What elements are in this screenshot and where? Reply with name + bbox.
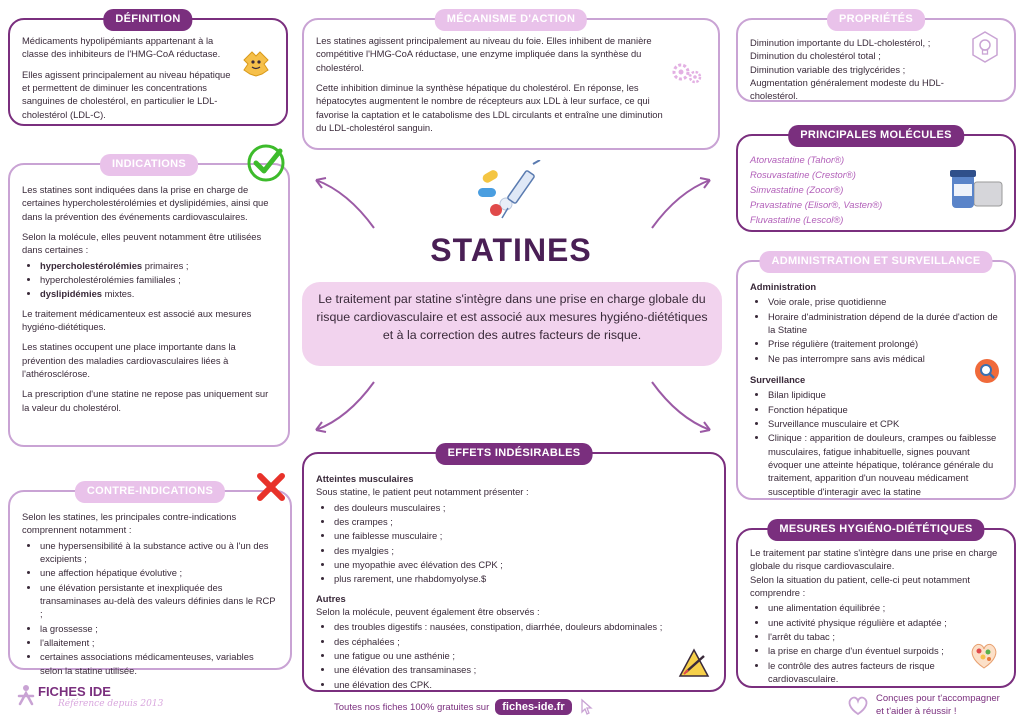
- heart-icon: [846, 694, 870, 716]
- cursor-icon: [578, 698, 596, 716]
- indications-text-5: La prescription d'une statine ne repose pas uniquement sur la valeur du cholestérol.: [22, 388, 269, 413]
- proprietes-item: Diminution du cholestérol total ;: [750, 50, 881, 62]
- proprietes-card: [736, 13, 1016, 102]
- surveillance-subtitle: Surveillance: [750, 374, 806, 386]
- effets-intro-2: Selon la molécule, peuvent également être observés :: [316, 606, 540, 618]
- indications-text-2: Selon la molécule, elles peuvent notamment être utilisées dans certaines :: [22, 231, 262, 256]
- list-item: • des myalgies ;: [334, 544, 712, 557]
- site-link[interactable]: fiches-ide.fr: [495, 699, 571, 715]
- administration-subtitle: Administration: [750, 281, 817, 292]
- list-item: • une affection hépatique évolutive ;: [40, 566, 278, 579]
- indications-text-3: Le traitement médicamenteux est associé aux mesures hygiéno-diététiques.: [22, 307, 252, 333]
- cholesterol-mascot-icon: [240, 48, 272, 80]
- list-item: • hypercholestérolémies familiales ;: [40, 273, 276, 286]
- list-item: • une élévation persistante et inexpliquée des transaminases au-delà des valeurs définies dans le RCP ;: [40, 581, 278, 621]
- definition-card: [8, 13, 288, 126]
- mecanisme-text-1: Les statines agissent principalement au niveau du foie. Elles inhibent de manière compétitive l'HMG-CoA réductase, une enzyme impliquée dans la synthèse du cholestérol.: [316, 35, 652, 73]
- proprietes-title: PROPRIÉTÉS: [827, 9, 925, 31]
- contre-indications-card: [8, 485, 292, 676]
- list-item: • des troubles digestifs : nausées, constipation, diarrhée, douleurs abdominales ;: [334, 620, 712, 633]
- footer-slogan-line-2: et t'aider à réussir !: [876, 706, 957, 718]
- warning-syringe-icon: [678, 648, 710, 678]
- effets-title: EFFETS INDÉSIRABLES: [436, 443, 593, 465]
- pill-bottle-icon: [948, 168, 1004, 212]
- indications-text-4: Les statines occupent une place importante dans la prévention des maladies cardiovasculaires liées à l'athérosclérose.: [22, 341, 236, 380]
- contre-indications-title: CONTRE-INDICATIONS: [75, 481, 225, 503]
- effets-card: [302, 447, 726, 692]
- list-item: • des céphalées ;: [334, 635, 712, 648]
- list-item: • une hypersensibilité à la substance active ou à l'un des excipients ;: [40, 539, 278, 566]
- footer-center-text: Toutes nos fiches 100% gratuites sur: [334, 701, 490, 713]
- contre-indications-intro: Selon les statines, les principales contre-indications comprennent notamment :: [22, 511, 237, 536]
- list-item: • Clinique : apparition de douleurs, crampes ou faiblesse musculaires, fatigue inhabituelle, signes pouvant évoquer une atteinte hépatique, tolérance générale du traitement, apparition d'un nouveau médicament susceptible d'interagir avec la statine: [768, 431, 1002, 498]
- indications-card: [8, 158, 290, 447]
- indications-title: INDICATIONS: [100, 154, 198, 176]
- list-item: • Horaire d'administration dépend de la durée d'action de la Statine: [768, 310, 1002, 337]
- molecule-item: Atorvastatine (Tahor®): [750, 154, 845, 165]
- list-item: • une activité physique régulière et adaptée ;: [768, 616, 962, 629]
- lightbulb-icon: [968, 30, 1002, 64]
- footer-slogan-line-1: Conçues pour t'accompagner: [876, 693, 1000, 704]
- molecule-item: Fluvastatine (Lescol®): [750, 214, 844, 226]
- list-item: • Voie orale, prise quotidienne: [768, 295, 1002, 308]
- list-item: • une élévation des CPK.: [334, 678, 712, 691]
- arrow-icon: [308, 378, 378, 438]
- definition-text-1: Médicaments hypolipémiants appartenant à la classe des inhibiteurs de l'HMG-CoA réductase.: [22, 35, 221, 60]
- mecanisme-title: MÉCANISME D'ACTION: [435, 9, 587, 31]
- brand-tagline: Référence depuis 2013: [58, 699, 164, 709]
- cross-icon: [254, 470, 288, 504]
- molecule-item: Simvastatine (Zocor®): [750, 184, 844, 196]
- list-item: • la prise en charge d'un éventuel surpoids ;: [768, 644, 962, 657]
- page-title: STATINES: [430, 232, 592, 268]
- molecules-card: [736, 129, 1016, 232]
- arrow-icon: [308, 172, 378, 232]
- list-item: • dyslipidémies mixtes.: [40, 287, 276, 300]
- administration-card: [736, 255, 1016, 500]
- list-item: • Surveillance musculaire et CPK: [768, 417, 1002, 430]
- list-item: • Fonction hépatique: [768, 403, 1002, 416]
- list-item: • plus rarement, une rhabdomyolyse.$: [334, 572, 712, 585]
- list-item: • Prise régulière (traitement prolongé): [768, 337, 1002, 350]
- indications-text-1: Les statines sont indiquées dans la prise en charge de certaines hypercholestérolémies et dyslipidémies, ainsi que dans la prévention des événements cardiovasculaires.: [22, 184, 269, 222]
- list-item: • l'allaitement ;: [40, 636, 278, 649]
- list-item: • l'arrêt du tabac ;: [768, 630, 962, 643]
- brand-name: FICHES IDE: [38, 684, 111, 699]
- list-item: • Ne pas interrompre sans avis médical: [768, 352, 1002, 365]
- list-item: • une faiblesse musculaire ;: [334, 529, 712, 542]
- list-item: • le contrôle des autres facteurs de risque cardiovasculaire.: [768, 659, 962, 686]
- list-item: • une alimentation équilibrée ;: [768, 601, 962, 614]
- healthy-heart-icon: [968, 640, 1000, 670]
- footer-slogan: [876, 692, 1000, 719]
- list-item: • Bilan lipidique: [768, 388, 1002, 401]
- gears-icon: [670, 60, 704, 86]
- mecanisme-card: [302, 13, 720, 150]
- effets-subtitle-musculaires: Atteintes musculaires: [316, 473, 414, 484]
- list-item: • hypercholestérolémies primaires ;: [40, 259, 276, 272]
- list-item: • une élévation des transaminases ;: [334, 663, 712, 676]
- effets-subtitle-autres: Autres: [316, 592, 346, 604]
- proprietes-item: Augmentation généralement modeste du HDL-cholestérol.: [750, 77, 944, 102]
- definition-text-2: Elles agissent principalement au niveau hépatique et permettent de diminuer les concentrations sanguines de cholestérol, en particulier le LDL-cholestérol (LDL-C).: [22, 68, 231, 120]
- brand-logo-icon: [16, 684, 36, 706]
- definition-title: DÉFINITION: [103, 9, 192, 31]
- summary-box: Le traitement par statine s'intègre dans une prise en charge globale du risque cardiovasculaire et est associé aux mesures hygiéno-diététiques et à la correction des autres facteurs de risque.: [302, 282, 722, 366]
- mesures-text-1: Le traitement par statine s'intègre dans une prise en charge globale du risque cardiovasculaire.: [750, 547, 998, 572]
- list-item: • la grossesse ;: [40, 622, 278, 635]
- footer-center: [334, 698, 596, 716]
- effets-intro-1: Sous statine, le patient peut notamment présenter :: [316, 486, 529, 498]
- checkmark-icon: [246, 143, 286, 183]
- footer-brand: [16, 684, 163, 709]
- administration-title: ADMINISTRATION ET SURVEILLANCE: [759, 251, 992, 273]
- mesures-card: [736, 523, 1016, 688]
- mesures-text-2: Selon la situation du patient, celle-ci peut notamment comprendre :: [750, 573, 970, 599]
- list-item: • des douleurs musculaires ;: [334, 501, 712, 514]
- list-item: • certaines associations médicamenteuses, variables selon la statine utilisée.: [40, 650, 278, 677]
- list-item: • une fatigue ou une asthénie ;: [334, 649, 712, 662]
- arrow-icon: [648, 172, 718, 232]
- proprietes-item: Diminution importante du LDL-cholestérol, ;: [750, 37, 931, 48]
- molecule-item: Rosuvastatine (Crestor®): [750, 169, 856, 181]
- molecules-title: PRINCIPALES MOLÉCULES: [788, 125, 964, 147]
- list-item: • une myopathie avec élévation des CPK ;: [334, 558, 712, 571]
- magnifier-icon: [974, 358, 1000, 384]
- list-item: • des crampes ;: [334, 515, 712, 528]
- arrow-icon: [648, 378, 718, 438]
- pills-syringe-icon: [476, 160, 548, 222]
- molecule-item: Pravastatine (Elisor®, Vasten®): [750, 199, 883, 211]
- proprietes-item: Diminution variable des triglycérides ;: [750, 63, 906, 75]
- mecanisme-text-2: Cette inhibition diminue la synthèse hépatique du cholestérol. En réponse, les hépatocytes augmentent le nombre de récepteurs aux LDL à leur surface, ce qui favorise la captation et le catabolisme des LDL circulants et entraîne une diminution du LDL-cholestérol sanguin.: [316, 82, 663, 134]
- mesures-title: MESURES HYGIÉNO-DIÉTÉTIQUES: [767, 519, 984, 541]
